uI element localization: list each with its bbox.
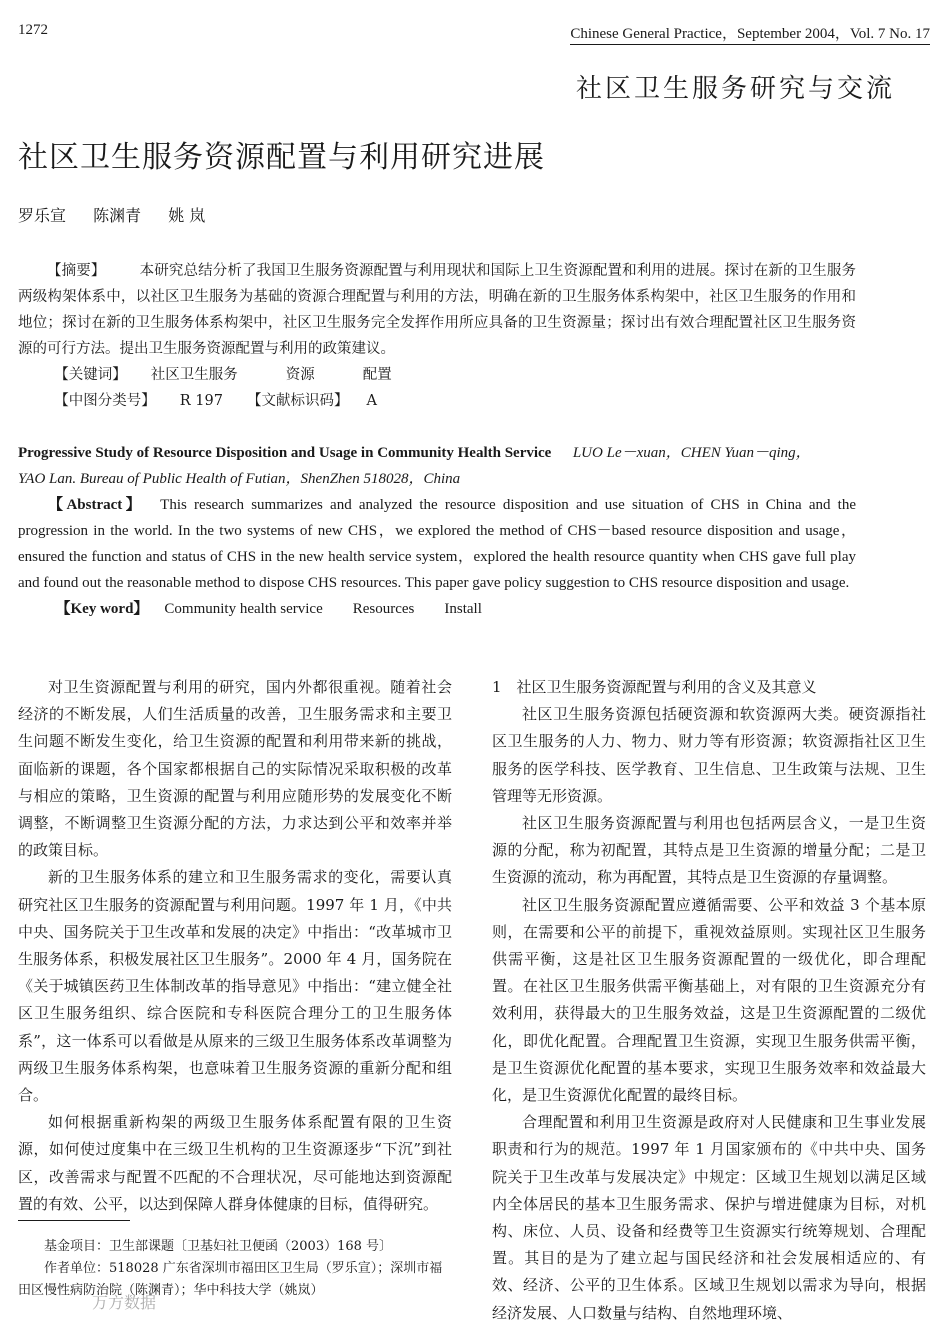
english-abstract-label: 【Abstract】	[48, 497, 145, 513]
body-paragraph: 社区卫生服务资源包括硬资源和软资源两大类。硬资源指社区卫生服务的人力、物力、财力等有形资源；软资源指社区卫生服务的医学科技、医学教育、卫生信息、卫生政策与法规、卫生管理等无形资源。	[492, 705, 926, 805]
body-paragraph: 新的卫生服务体系的建立和卫生服务需求的变化，需要认真研究社区卫生服务的资源配置与利用问题。1997 年 1 月，《中共中央、国务院关于卫生改革和发展的决定》中指出：“改革城市卫生服务体系，积极发展社区卫生服务”。2000 年 4 月，国务院在《关于城镇医药卫生体制改革的指导意见》中指出：“建立健全社区卫生服务组织、综合医院和专科医院合理分工的卫生服务体系”，这一体系可以看做是从原来的三级卫生服务体系改革调整为两级卫生服务体系构架，也意味着卫生服务资源的重新分配和组合。	[18, 868, 452, 1105]
doc-code-label: 【文献标识码】	[246, 393, 349, 409]
body-paragraph: 社区卫生服务资源配置与利用也包括两层含义，一是卫生资源的分配，称为初配置，其特点是卫生资源的增量分配；二是卫生资源的流动，称为再配置，其特点是卫生资源的存量调整。	[492, 814, 926, 887]
author-name: 姚 岚	[168, 206, 206, 225]
author-list	[18, 203, 227, 226]
fund-note: 基金项目：卫生部课题〔卫基妇社卫便函（2003）168 号〕	[44, 1239, 393, 1254]
english-keywords-label: 【Key word】	[55, 601, 149, 617]
body-left-column	[18, 674, 452, 1218]
english-keyword: Install	[444, 601, 482, 617]
section-title: 社区卫生服务研究与交流	[575, 74, 895, 104]
english-keywords-line	[18, 596, 856, 622]
body-paragraph: 如何根据重新构架的两级卫生服务体系配置有限的卫生资源，如何使过度集中在三级卫生机构的卫生资源逐步“下沉”到社区，改善需求与配置不匹配的不合理状况，尽可能地达到资源配置的有效、公平，以达到保障人群身体健康的目标，值得研究。	[18, 1113, 452, 1213]
page-number: 1272	[18, 22, 48, 38]
keyword: 配置	[362, 367, 392, 383]
body-paragraph: 社区卫生服务资源配置应遵循需要、公平和效益 3 个基本原则，在需要和公平的前提下，重视效益原则。实现社区卫生服务供需平衡，这是社区卫生服务资源配置的一级优化，即合理配置。在社区卫生服务供需平衡基础上，对有限的卫生资源充分有效利用，获得最大的卫生服务效益，这是卫生资源配置的二级优化，即优化配置。合理配置卫生资源，实现卫生服务供需平衡，是卫生资源优化配置的基本要求，实现卫生服务效率和效益最大化，是卫生资源优化配置的最终目标。	[492, 895, 926, 1105]
footnote-divider	[18, 1220, 130, 1221]
abstract-label: 【摘要】	[47, 263, 106, 279]
clc-value: R 197	[179, 393, 223, 409]
chinese-abstract	[18, 258, 856, 414]
body-paragraph: 对卫生资源配置与利用的研究，国内外都很重视。随着社会经济的不断发展，人们生活质量的改善，卫生服务需求和主要卫生问题不断发生变化，给卫生资源的配置和利用带来新的挑战，面临新的课题，各个国家都根据自己的实际情况采取积极的改革与相应的策略，卫生资源的配置与利用应随形势的发展变化不断调整，不断调整卫生资源分配的方法，力求达到公平和效率并举的政策目标。	[18, 678, 452, 860]
abstract-text: 本研究总结分析了我国卫生服务资源配置与利用现状和国际上卫生资源配置和利用的进展。探讨在新的卫生服务两级构架体系中，以社区卫生服务为基础的资源合理配置与利用的方法，明确在新的卫生服务体系构架中，社区卫生服务的作用和地位；探讨在新的卫生服务体系构架中，社区卫生服务完全发挥作用所应具备的卫生资源量；探讨出有效合理配置社区卫生服务资源的可行方法。提出卫生服务资源配置与利用的政策建议。	[18, 263, 857, 357]
english-authors: LUO Le－xuan，CHEN Yuan－qing，	[572, 445, 811, 461]
section-heading: 1 社区卫生服务资源配置与利用的含义及其意义	[492, 678, 817, 696]
english-keyword: Resources	[352, 601, 415, 617]
running-head: Chinese General Practice，September 2004，Vol. 7 No. 17	[570, 22, 930, 45]
english-affiliation: YAO Lan. Bureau of Public Health of Futian，ShenZhen 518028，China	[18, 471, 461, 487]
footnotes	[18, 1236, 452, 1302]
classification-line	[18, 388, 856, 414]
watermark: 万方数据	[92, 1293, 157, 1312]
english-abstract-text: This research summarizes and analyzed the resource disposition and use situation of CHS in China and the progression in the world. In the two systems of new CHS，we explored the method of CHS－based resource disposition and usage，ensured the function and status of CHS in the new health service system，explored the health resource quantity when CHS gave full play and found out the reasonable method to dispose CHS resources. This paper gave policy suggestion to CHS resource disposition and usage.	[18, 497, 857, 591]
english-abstract	[18, 440, 856, 622]
keywords-label: 【关键词】	[54, 367, 127, 383]
body-paragraph: 合理配置和利用卫生资源是政府对人民健康和卫生事业发展职责和行为的规范。1997 年 1 月国家颁布的《中共中央、国务院关于卫生改革与发展决定》中规定：区域卫生规划以满足区域内全体居民的基本卫生服务需求、保护与增进健康为目标，对机构、床位、人员、设备和经费等卫生资源实行统筹规划、合理配置。其目的是为了建立起与国民经济和社会发展相适应的、有效、经济、公平的卫生体系。区域卫生规划以需求为导向，根据经济发展、人口数量与结构、自然地理环境、	[492, 1113, 926, 1322]
english-title: Progressive Study of Resource Disposition and Usage in Community Health Service	[18, 445, 552, 461]
clc-label: 【中图分类号】	[54, 393, 156, 409]
article-title: 社区卫生服务资源配置与利用研究进展	[18, 140, 545, 175]
keyword: 社区卫生服务	[150, 367, 238, 383]
keywords-line	[18, 362, 856, 388]
author-name: 陈渊青	[93, 206, 142, 225]
english-keyword: Community health service	[164, 601, 323, 617]
body-right-column	[492, 674, 926, 1327]
author-name: 罗乐宣	[18, 206, 67, 225]
keyword: 资源	[285, 367, 315, 383]
doc-code-value: A	[366, 393, 377, 409]
affiliation-note: 作者单位：518028 广东省深圳市福田区卫生局（罗乐宣）；深圳市福田区慢性病防治院（陈渊青）；华中科技大学（姚岚）	[18, 1261, 443, 1298]
